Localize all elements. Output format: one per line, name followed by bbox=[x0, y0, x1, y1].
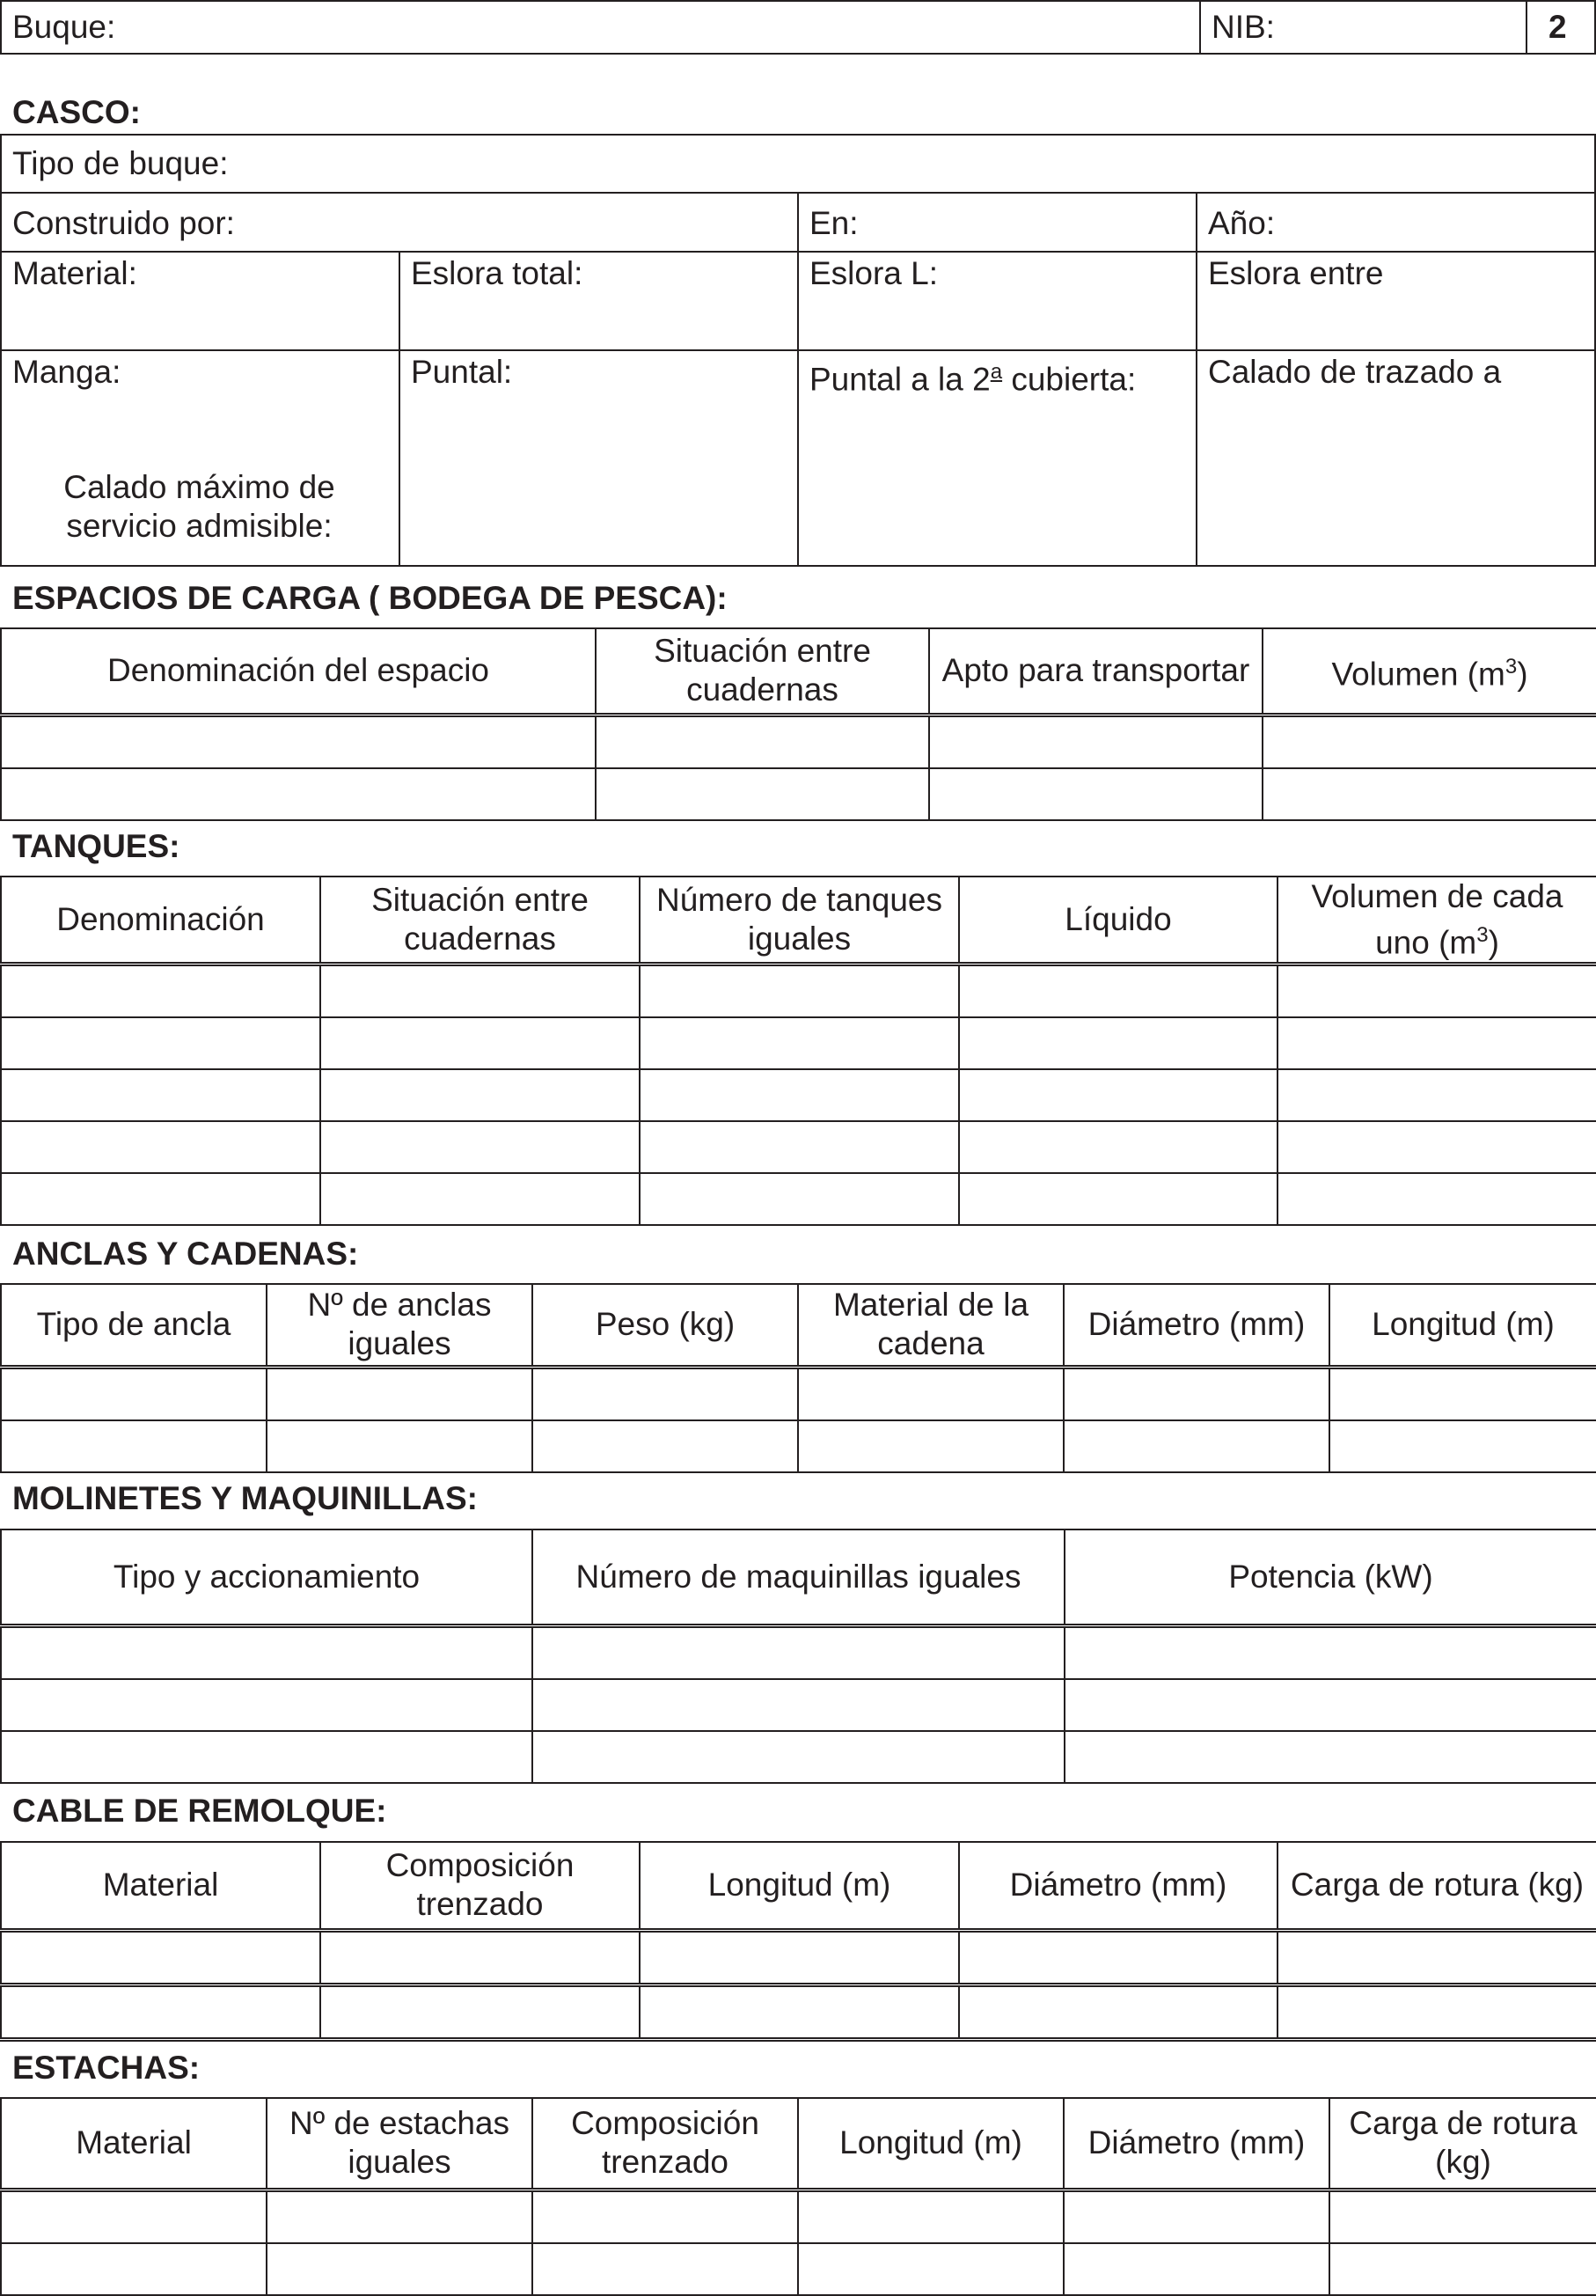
table-cell[interactable] bbox=[640, 1930, 959, 1984]
table-cell[interactable] bbox=[798, 2190, 1064, 2243]
column-header: Número de tanques iguales bbox=[640, 877, 959, 965]
table-cell[interactable] bbox=[1, 768, 596, 820]
table-cell[interactable] bbox=[1, 1984, 320, 2039]
table-cell[interactable] bbox=[1278, 1984, 1596, 2039]
section-heading-cable: CABLE DE REMOLQUE: bbox=[12, 1793, 387, 1829]
table-cell[interactable] bbox=[320, 1121, 640, 1173]
cable-table bbox=[0, 1841, 1596, 2042]
column-header: Diámetro (mm) bbox=[959, 1842, 1278, 1930]
table-cell[interactable] bbox=[267, 1420, 532, 1472]
table-cell[interactable] bbox=[959, 1121, 1278, 1173]
column-header: Material bbox=[1, 2098, 267, 2190]
header-divider bbox=[1526, 0, 1527, 55]
table-row bbox=[1, 2243, 1596, 2295]
table-cell[interactable] bbox=[1329, 2243, 1596, 2295]
column-header-text: ) bbox=[1488, 924, 1499, 961]
table-cell[interactable] bbox=[1, 2243, 267, 2295]
column-header: Nº de estachas iguales bbox=[267, 2098, 532, 2190]
table-cell[interactable] bbox=[1, 1173, 320, 1225]
casco-col-divider bbox=[797, 192, 799, 567]
column-header: Composición trenzado bbox=[532, 2098, 798, 2190]
table-header-row bbox=[1, 877, 1596, 965]
calado-trazado-field: Calado de trazado a bbox=[1208, 354, 1502, 390]
eslora-total-field: Eslora total: bbox=[411, 255, 583, 291]
superscript: 3 bbox=[1476, 923, 1489, 947]
table-row bbox=[1, 1625, 1596, 1679]
table-cell[interactable] bbox=[640, 1069, 959, 1121]
table-cell[interactable] bbox=[1, 715, 596, 768]
table-cell[interactable] bbox=[959, 1069, 1278, 1121]
table-cell[interactable] bbox=[320, 965, 640, 1018]
table-cell[interactable] bbox=[1065, 1679, 1596, 1731]
column-header: Diámetro (mm) bbox=[1064, 1284, 1329, 1367]
table-cell[interactable] bbox=[1278, 1173, 1596, 1225]
page-number: 2 bbox=[1548, 9, 1567, 45]
column-header: Material de la cadena bbox=[798, 1284, 1064, 1367]
table-cell[interactable] bbox=[1278, 1930, 1596, 1984]
column-header: Número de maquinillas iguales bbox=[532, 1529, 1065, 1625]
table-row bbox=[1, 2190, 1596, 2243]
superscript: 3 bbox=[1504, 655, 1518, 679]
manga-field: Manga: bbox=[12, 354, 121, 390]
calado-maximo-line: servicio admisible: bbox=[66, 508, 333, 544]
table-cell[interactable] bbox=[532, 1679, 1065, 1731]
table-row bbox=[1, 1121, 1596, 1173]
table-cell[interactable] bbox=[1, 2190, 267, 2243]
column-header: Potencia (kW) bbox=[1065, 1529, 1596, 1625]
table-cell[interactable] bbox=[1263, 768, 1596, 820]
table-cell[interactable] bbox=[1, 1930, 320, 1984]
eslora-l-field: Eslora L: bbox=[809, 255, 939, 291]
table-row bbox=[1, 1679, 1596, 1731]
column-header: Nº de anclas iguales bbox=[267, 1284, 532, 1367]
table-cell[interactable] bbox=[532, 2190, 798, 2243]
section-heading-molinetes: MOLINETES Y MAQUINILLAS: bbox=[12, 1480, 478, 1516]
column-header: Situación entre cuadernas bbox=[320, 877, 640, 965]
header-strip bbox=[0, 0, 1596, 55]
table-row bbox=[1, 965, 1596, 1018]
table-row bbox=[1, 768, 1596, 820]
column-header: Carga de rotura (kg) bbox=[1329, 2098, 1596, 2190]
table-row bbox=[1, 1731, 1596, 1783]
column-header: Situación entre cuadernas bbox=[596, 628, 929, 715]
column-header: Diámetro (mm) bbox=[1064, 2098, 1329, 2190]
table-row bbox=[1, 1930, 1596, 1984]
section-heading-estachas: ESTACHAS: bbox=[12, 2050, 201, 2086]
column-header bbox=[1263, 628, 1596, 715]
table-cell[interactable] bbox=[1263, 715, 1596, 768]
molinetes-table bbox=[0, 1529, 1596, 1784]
en-field: En: bbox=[809, 205, 859, 241]
table-row bbox=[1, 1069, 1596, 1121]
table-cell[interactable] bbox=[1329, 1367, 1596, 1420]
table-cell[interactable] bbox=[959, 1930, 1278, 1984]
table-cell[interactable] bbox=[596, 768, 929, 820]
table-cell[interactable] bbox=[959, 1173, 1278, 1225]
table-row bbox=[1, 1420, 1596, 1472]
table-cell[interactable] bbox=[640, 1121, 959, 1173]
table-cell[interactable] bbox=[1064, 2243, 1329, 2295]
table-cell[interactable] bbox=[1278, 1017, 1596, 1069]
table-cell[interactable] bbox=[929, 768, 1263, 820]
table-row bbox=[1, 1173, 1596, 1225]
table-cell[interactable] bbox=[959, 1017, 1278, 1069]
table-cell[interactable] bbox=[1, 965, 320, 1018]
table-cell[interactable] bbox=[640, 965, 959, 1018]
construido-por-field: Construido por: bbox=[12, 205, 235, 241]
table-row bbox=[1, 1367, 1596, 1420]
table-cell[interactable] bbox=[532, 1420, 798, 1472]
table-cell[interactable] bbox=[267, 2190, 532, 2243]
column-header-text: ) bbox=[1517, 656, 1528, 693]
column-header: Tipo de ancla bbox=[1, 1284, 267, 1367]
table-cell[interactable] bbox=[1, 1731, 532, 1783]
table-cell[interactable] bbox=[267, 2243, 532, 2295]
column-header: Apto para transportar bbox=[929, 628, 1263, 715]
table-cell[interactable] bbox=[1, 1069, 320, 1121]
table-cell[interactable] bbox=[320, 1984, 640, 2039]
table-cell[interactable] bbox=[532, 2243, 798, 2295]
table-cell[interactable] bbox=[798, 1367, 1064, 1420]
calado-maximo-field bbox=[0, 468, 399, 546]
table-cell[interactable] bbox=[1065, 1625, 1596, 1679]
column-header: Composición trenzado bbox=[320, 1842, 640, 1930]
table-cell[interactable] bbox=[1, 1679, 532, 1731]
column-header: Longitud (m) bbox=[1329, 1284, 1596, 1367]
column-header: Tipo y accionamiento bbox=[1, 1529, 532, 1625]
table-cell[interactable] bbox=[320, 1017, 640, 1069]
table-header-row bbox=[1, 1284, 1596, 1367]
table-cell[interactable] bbox=[798, 2243, 1064, 2295]
column-header: Material bbox=[1, 1842, 320, 1930]
table-header-row bbox=[1, 628, 1596, 715]
column-header bbox=[1278, 877, 1596, 965]
calado-maximo-line: Calado máximo de bbox=[63, 469, 335, 505]
table-cell[interactable] bbox=[1064, 1367, 1329, 1420]
anclas-table bbox=[0, 1283, 1596, 1473]
table-cell[interactable] bbox=[267, 1367, 532, 1420]
puntal-field: Puntal: bbox=[411, 354, 513, 390]
puntal-2a-cubierta-field bbox=[809, 353, 1136, 399]
table-cell[interactable] bbox=[640, 1017, 959, 1069]
column-header: Peso (kg) bbox=[532, 1284, 798, 1367]
table-cell[interactable] bbox=[1064, 1420, 1329, 1472]
column-header-text: Volumen (m bbox=[1331, 656, 1505, 693]
table-cell[interactable] bbox=[1, 1017, 320, 1069]
column-header: Carga de rotura (kg) bbox=[1278, 1842, 1596, 1930]
table-cell[interactable] bbox=[532, 1367, 798, 1420]
table-cell[interactable] bbox=[1065, 1731, 1596, 1783]
table-cell[interactable] bbox=[640, 1173, 959, 1225]
espacios-table bbox=[0, 627, 1596, 821]
ordinal-superscript: a bbox=[990, 360, 1003, 384]
table-cell[interactable] bbox=[1, 1121, 320, 1173]
table-cell[interactable] bbox=[1, 1420, 267, 1472]
section-heading-anclas: ANCLAS Y CADENAS: bbox=[12, 1236, 359, 1272]
section-heading-espacios: ESPACIOS DE CARGA ( BODEGA DE PESCA): bbox=[12, 580, 728, 616]
table-cell[interactable] bbox=[959, 1984, 1278, 2039]
column-header: Líquido bbox=[959, 877, 1278, 965]
section-heading-tanques: TANQUES: bbox=[12, 828, 180, 864]
puntal-2a-text: Puntal a la 2 bbox=[809, 361, 991, 398]
table-cell[interactable] bbox=[1, 1625, 532, 1679]
table-cell[interactable] bbox=[959, 965, 1278, 1018]
table-cell[interactable] bbox=[929, 715, 1263, 768]
table-cell[interactable] bbox=[1329, 2190, 1596, 2243]
table-cell[interactable] bbox=[798, 1420, 1064, 1472]
column-header: Longitud (m) bbox=[798, 2098, 1064, 2190]
table-cell[interactable] bbox=[320, 1069, 640, 1121]
table-cell[interactable] bbox=[532, 1625, 1065, 1679]
table-cell[interactable] bbox=[1064, 2190, 1329, 2243]
table-cell[interactable] bbox=[1278, 1069, 1596, 1121]
tipo-de-buque-field: Tipo de buque: bbox=[12, 145, 229, 181]
column-header: Denominación del espacio bbox=[1, 628, 596, 715]
table-cell[interactable] bbox=[320, 1173, 640, 1225]
buque-label: Buque: bbox=[12, 9, 116, 45]
table-cell[interactable] bbox=[532, 1731, 1065, 1783]
table-cell[interactable] bbox=[1278, 965, 1596, 1018]
table-row bbox=[1, 715, 1596, 768]
material-field: Material: bbox=[12, 255, 137, 291]
table-header-row bbox=[1, 1529, 1596, 1625]
nib-label: NIB: bbox=[1212, 9, 1275, 45]
eslora-entre-field: Eslora entre bbox=[1208, 255, 1384, 291]
estachas-table bbox=[0, 2097, 1596, 2296]
column-header-text: Volumen de cada uno (m bbox=[1311, 878, 1563, 961]
casco-col-divider bbox=[399, 251, 400, 567]
header-divider bbox=[1199, 0, 1201, 55]
table-header-row bbox=[1, 2098, 1596, 2190]
table-header-row bbox=[1, 1842, 1596, 1930]
table-cell[interactable] bbox=[320, 1930, 640, 1984]
table-cell[interactable] bbox=[1, 1367, 267, 1420]
ano-field: Año: bbox=[1208, 205, 1276, 241]
table-cell[interactable] bbox=[596, 715, 929, 768]
table-cell[interactable] bbox=[1278, 1121, 1596, 1173]
column-header: Denominación bbox=[1, 877, 320, 965]
column-header: Longitud (m) bbox=[640, 1842, 959, 1930]
section-heading-casco: CASCO: bbox=[12, 94, 141, 130]
casco-col-divider bbox=[1196, 192, 1197, 567]
table-row bbox=[1, 1017, 1596, 1069]
table-cell[interactable] bbox=[1329, 1420, 1596, 1472]
table-cell[interactable] bbox=[640, 1984, 959, 2039]
puntal-2a-text: cubierta: bbox=[1002, 361, 1137, 398]
table-row bbox=[1, 1984, 1596, 2039]
tanques-table bbox=[0, 876, 1596, 1226]
